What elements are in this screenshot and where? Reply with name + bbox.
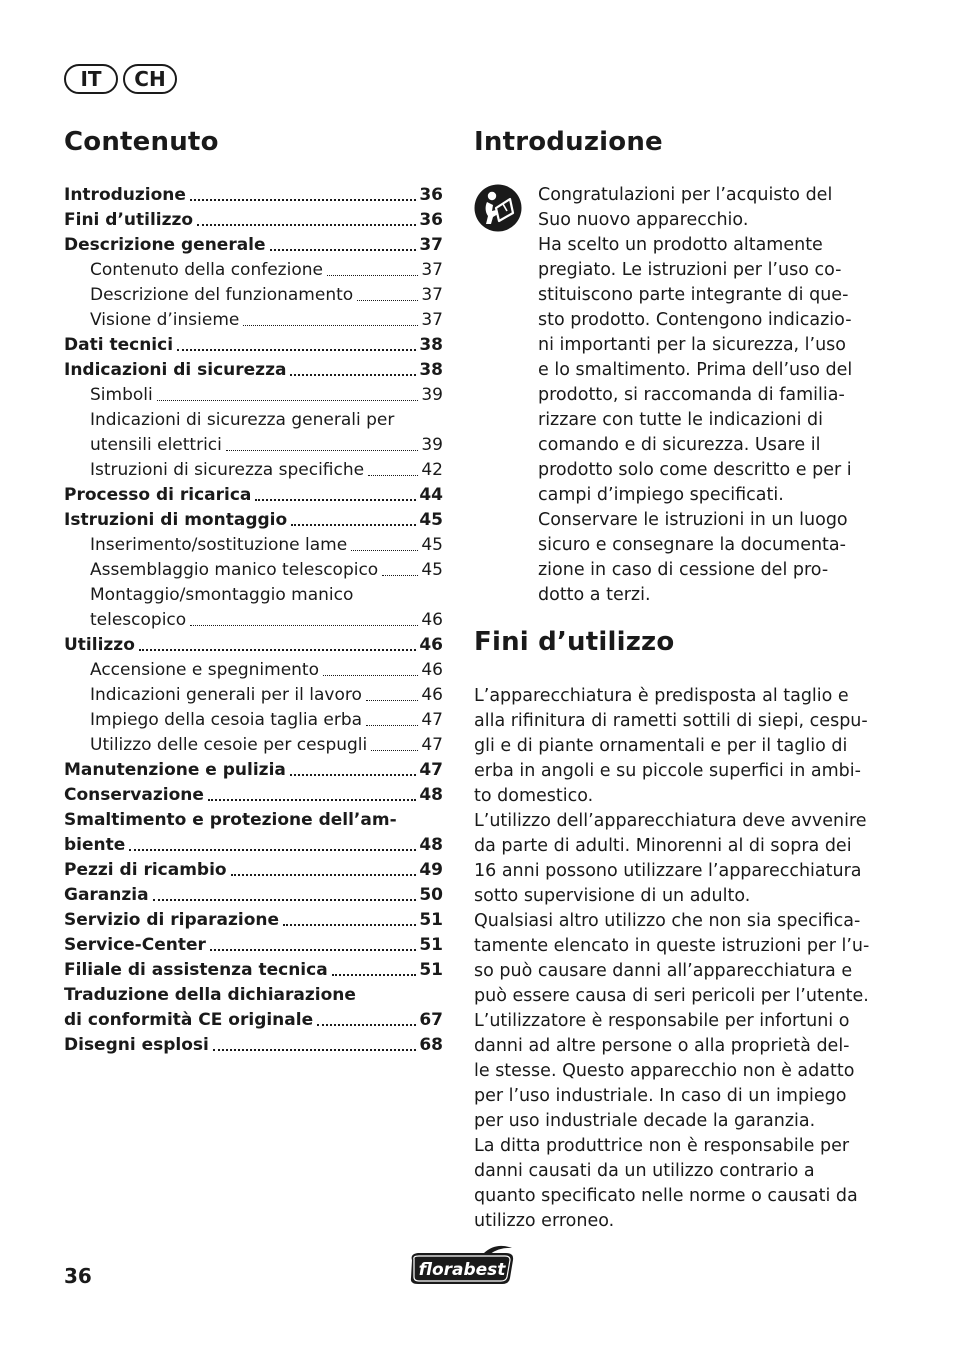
toc-entry-title: utensili elettrici (90, 435, 222, 455)
toc-leader-dots (231, 874, 417, 876)
toc-entry-page: 48 (419, 835, 443, 855)
toc-entry-title: Istruzioni di montaggio (64, 510, 288, 530)
text-line: gli e di piante ornamentali e per il taglio di (474, 736, 848, 756)
toc-leader-dots (157, 400, 419, 401)
text-line: Suo nuovo apparecchio. (538, 210, 749, 230)
toc-entry-page: 68 (419, 1035, 443, 1055)
toc-leader-dots (283, 924, 416, 926)
toc-entry (64, 783, 443, 808)
text-line: alla rifinitura di rametti sottili di siepi, cespu- (474, 711, 868, 731)
language-badges (64, 64, 177, 94)
toc-entry-title: Dati tecnici (64, 335, 174, 355)
toc-entry-page: 37 (421, 310, 443, 330)
text-line: erba in angoli e su piccole superfici in ambi- (474, 761, 861, 781)
toc-entry-title: Assemblaggio manico telescopico (90, 560, 379, 580)
toc-leader-dots (190, 625, 418, 626)
toc-leader-dots (371, 750, 418, 751)
toc-entry-page: 37 (421, 285, 443, 305)
toc-entry (64, 433, 443, 458)
text-line: zione in caso di cessione del pro- (538, 560, 829, 580)
toc-leader-dots (190, 199, 416, 201)
text-line: per l’uso industriale. In caso di un impiego (474, 1086, 847, 1106)
text-line: pregiato. Le istruzioni per l’uso co- (538, 260, 842, 280)
text-line: sicuro e consegnare la documenta- (538, 535, 846, 555)
toc-entry-page: 37 (421, 260, 443, 280)
toc-entry (64, 483, 443, 508)
toc-entry-page: 36 (419, 185, 443, 205)
florabest-logo (406, 1244, 518, 1288)
toc-entry-title: Impiego della cesoia taglia erba (90, 710, 363, 730)
toc-entry-page: 45 (421, 560, 443, 580)
toc-entry (64, 308, 443, 333)
toc-entry-title: Disegni esplosi (64, 1035, 209, 1055)
toc-entry-page: 51 (419, 960, 443, 980)
toc-leader-dots (291, 524, 416, 526)
toc-entry-page: 37 (419, 235, 443, 255)
toc-entry (64, 908, 443, 933)
toc-entry-page: 42 (421, 460, 443, 480)
toc-entry-page: 44 (419, 485, 443, 505)
toc-leader-dots (351, 550, 418, 551)
toc-leader-dots (270, 249, 417, 251)
toc-entry-page: 47 (419, 760, 443, 780)
toc-entry-page: 39 (421, 385, 443, 405)
toc-entry-page: 46 (421, 685, 443, 705)
toc-entry (64, 283, 443, 308)
brand-wordmark: florabest (418, 1260, 506, 1280)
toc-entry (64, 533, 443, 558)
table-of-contents (64, 183, 443, 1058)
toc-leader-dots (290, 774, 416, 776)
text-line: L’apparecchiatura è predisposta al taglio e (474, 686, 849, 706)
toc-entry-page: 51 (419, 910, 443, 930)
text-line: ni importanti per la sicurezza, l’uso (538, 335, 847, 355)
toc-leader-dots (317, 1024, 416, 1026)
toc-leader-dots (255, 499, 416, 501)
toc-entry (64, 808, 443, 833)
toc-entry-page: 45 (419, 510, 443, 530)
toc-entry-title: Traduzione della dichiarazione (64, 985, 356, 1005)
toc-leader-dots (382, 575, 418, 576)
toc-entry-title: Pezzi di ricambio (64, 860, 227, 880)
toc-entry (64, 708, 443, 733)
text-line: Congratulazioni per l’acquisto del (538, 185, 833, 205)
toc-entry (64, 233, 443, 258)
text-line: La ditta produttrice non è responsabile per (474, 1136, 850, 1156)
toc-entry (64, 608, 443, 633)
toc-leader-dots (210, 949, 416, 951)
toc-entry-title: Utilizzo delle cesoie per cespugli (90, 735, 368, 755)
toc-entry-page: 45 (421, 535, 443, 555)
intro-paragraph (538, 183, 852, 608)
text-line: 16 anni possono utilizzare l’apparecchiatura (474, 861, 862, 881)
toc-entry-title: di conformità CE originale (64, 1010, 314, 1030)
toc-entry-title: Processo di ricarica (64, 485, 252, 505)
text-line: per uso industriale decade la garanzia. (474, 1111, 816, 1131)
text-line: Ha scelto un prodotto altamente (538, 235, 823, 255)
toc-entry-title: Simboli (90, 385, 153, 405)
toc-entry-page: 51 (419, 935, 443, 955)
toc-entry (64, 208, 443, 233)
language-badge-ch: CH (123, 64, 177, 94)
toc-leader-dots (327, 275, 418, 276)
usage-title: Fini d’utilizzo (474, 627, 675, 657)
toc-entry-title: Montaggio/smontaggio manico (90, 585, 354, 605)
toc-entry (64, 858, 443, 883)
toc-leader-dots (366, 700, 418, 701)
toc-entry-title: telescopico (90, 610, 187, 630)
toc-entry-title: Filiale di assistenza tecnica (64, 960, 328, 980)
toc-entry-title: Descrizione del funzionamento (90, 285, 354, 305)
text-line: Conservare le istruzioni in un luogo (538, 510, 848, 530)
toc-entry-title: Indicazioni di sicurezza generali per (90, 410, 395, 430)
text-line: to domestico. (474, 786, 594, 806)
toc-entry (64, 383, 443, 408)
text-line: campi d’impiego specificati. (538, 485, 784, 505)
toc-leader-dots (197, 224, 416, 226)
toc-leader-dots (226, 450, 419, 451)
text-line: utilizzo erroneo. (474, 1211, 615, 1231)
toc-leader-dots (213, 1049, 416, 1051)
text-line: prodotto solo come descritto e per i (538, 460, 852, 480)
toc-entry (64, 958, 443, 983)
text-line: so può causare danni all’apparecchiatura e (474, 961, 853, 981)
text-line: stituiscono parte integrante di que- (538, 285, 849, 305)
text-line: tamente elencato in queste istruzioni per l’u- (474, 936, 870, 956)
toc-entry (64, 983, 443, 1008)
toc-entry-title: Indicazioni generali per il lavoro (90, 685, 362, 705)
toc-leader-dots (177, 349, 416, 351)
text-line: da parte di adulti. Minorenni al di sopra dei (474, 836, 852, 856)
toc-entry-page: 38 (419, 335, 443, 355)
toc-entry-page: 39 (421, 435, 443, 455)
toc-entry-page: 47 (421, 735, 443, 755)
text-line: comando e di sicurezza. Usare il (538, 435, 821, 455)
toc-entry-page: 46 (421, 610, 443, 630)
text-line: può essere causa di seri pericoli per l’utente. (474, 986, 869, 1006)
toc-entry (64, 408, 443, 433)
toc-entry-title: Utilizzo (64, 635, 135, 655)
text-line: L’utilizzatore è responsabile per infortuni o (474, 1011, 850, 1031)
toc-entry (64, 458, 443, 483)
toc-entry-page: 49 (419, 860, 443, 880)
toc-entry (64, 558, 443, 583)
toc-entry-title: Smaltimento e protezione dell’am- (64, 810, 397, 830)
toc-entry (64, 333, 443, 358)
toc-leader-dots (290, 374, 416, 376)
toc-entry (64, 883, 443, 908)
toc-entry-title: Manutenzione e pulizia (64, 760, 286, 780)
toc-leader-dots (208, 799, 416, 801)
toc-entry-title: Garanzia (64, 885, 149, 905)
toc-leader-dots (243, 325, 418, 326)
toc-leader-dots (366, 725, 418, 726)
toc-entry-title: Indicazioni di sicurezza (64, 360, 287, 380)
toc-entry-page: 36 (419, 210, 443, 230)
text-line: sotto supervisione di un adulto. (474, 886, 751, 906)
text-line: e lo smaltimento. Prima dell’uso del (538, 360, 853, 380)
text-line: rizzare con tutte le indicazioni di (538, 410, 823, 430)
toc-entry (64, 733, 443, 758)
text-line: Qualsiasi altro utilizzo che non sia specifica- (474, 911, 861, 931)
toc-leader-dots (153, 899, 417, 901)
toc-entry-title: Contenuto della confezione (90, 260, 323, 280)
toc-entry-title: Descrizione generale (64, 235, 266, 255)
text-line: danni causati da un utilizzo contrario a (474, 1161, 815, 1181)
toc-entry (64, 583, 443, 608)
toc-entry (64, 633, 443, 658)
read-manual-icon (474, 184, 522, 232)
text-line: danni ad altre persone o alla proprietà del- (474, 1036, 850, 1056)
toc-entry-page: 48 (419, 785, 443, 805)
toc-entry-page: 67 (419, 1010, 443, 1030)
text-line: quanto specificato nelle norme o causati da (474, 1186, 858, 1206)
toc-entry-page: 47 (421, 710, 443, 730)
page-number: 36 (64, 1264, 92, 1288)
toc-entry-title: Visione d’insieme (90, 310, 240, 330)
toc-leader-dots (368, 475, 418, 476)
toc-entry (64, 258, 443, 283)
toc-entry-title: Servizio di riparazione (64, 910, 280, 930)
toc-entry (64, 1033, 443, 1058)
toc-entry-title: Inserimento/sostituzione lame (90, 535, 348, 555)
toc-entry (64, 508, 443, 533)
toc-entry (64, 183, 443, 208)
language-badge-it: IT (64, 64, 118, 94)
toc-entry (64, 758, 443, 783)
text-line: le stesse. Questo apparecchio non è adatto (474, 1061, 855, 1081)
text-line: prodotto, si raccomanda di familia- (538, 385, 845, 405)
toc-entry-page: 38 (419, 360, 443, 380)
toc-entry-page: 46 (419, 635, 443, 655)
toc-leader-dots (139, 649, 416, 651)
intro-title: Introduzione (474, 127, 663, 157)
text-line: L’utilizzo dell’apparecchiatura deve avvenire (474, 811, 867, 831)
toc-entry-page: 50 (419, 885, 443, 905)
toc-leader-dots (129, 849, 416, 851)
toc-entry (64, 1008, 443, 1033)
toc-leader-dots (323, 675, 418, 676)
toc-entry (64, 683, 443, 708)
toc-entry-title: Conservazione (64, 785, 204, 805)
toc-entry (64, 833, 443, 858)
toc-entry (64, 358, 443, 383)
toc-leader-dots (332, 974, 417, 976)
text-line: dotto a terzi. (538, 585, 651, 605)
toc-entry-title: Accensione e spegnimento (90, 660, 319, 680)
toc-entry (64, 658, 443, 683)
text-line: sto prodotto. Contengono indicazio- (538, 310, 852, 330)
toc-entry-title: Introduzione (64, 185, 186, 205)
toc-leader-dots (357, 300, 418, 301)
toc-entry-title: Istruzioni di sicurezza specifiche (90, 460, 365, 480)
toc-entry-title: Service-Center (64, 935, 206, 955)
toc-entry-title: biente (64, 835, 126, 855)
toc-entry-page: 46 (421, 660, 443, 680)
toc-entry (64, 933, 443, 958)
toc-entry-title: Fini d’utilizzo (64, 210, 194, 230)
toc-title: Contenuto (64, 127, 219, 157)
usage-paragraph (474, 684, 869, 1234)
